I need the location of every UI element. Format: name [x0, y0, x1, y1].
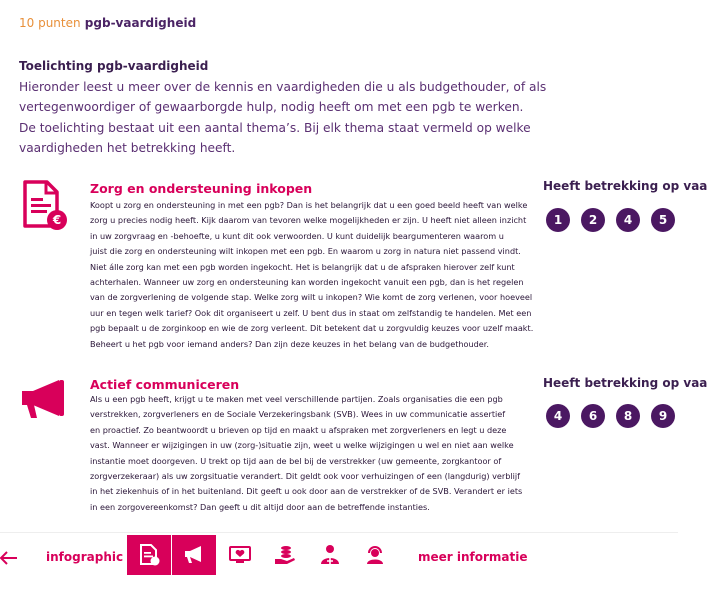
body-line: pgb bepaalt u de zorginkoop en wie de zorg verleent. Dit betekent dat u zorgvuldig keuzes voor uzelf maakt. [90, 323, 534, 334]
breadcrumb-points[interactable]: 10 punten [19, 16, 81, 30]
nav-button-finance[interactable] [263, 535, 307, 575]
headset-person-icon [363, 544, 387, 566]
coins-hand-icon [273, 544, 297, 566]
breadcrumb-title: pgb-vaardigheid [84, 16, 197, 30]
nav-button-monitor[interactable] [218, 535, 262, 575]
intro-title: Toelichting pgb-vaardigheid [19, 59, 209, 73]
breadcrumb [19, 16, 196, 30]
megaphone-icon [183, 545, 205, 565]
intro-body [19, 77, 547, 159]
skill-badge[interactable]: 8 [616, 404, 640, 428]
infographic-link[interactable]: infographic [46, 550, 124, 564]
skill-badge[interactable]: 1 [546, 208, 570, 232]
body-line: Niet álle zorg kan met een pgb worden ingekocht. Het is belangrijk dat u de afspraken hierover zelf kunt [90, 261, 515, 272]
skill-badge[interactable]: 9 [651, 404, 675, 428]
document-euro-icon [138, 544, 160, 566]
body-line: zorg u precies nodig heeft. Kijk daarom van tevoren welke mogelijkheden er zijn. U heeft niet alleen inzicht [90, 215, 527, 226]
related-title-communiceren: Heeft betrekking op vaa [543, 376, 707, 390]
nav-button-support[interactable] [353, 535, 397, 575]
related-badges-communiceren [546, 404, 675, 428]
body-line: in het ziekenhuis of in het buitenland. Dit geeft u ook door aan de verstrekker of de SVB. Verandert er iets [90, 486, 523, 497]
body-line: Beheert u het pgb voor iemand anders? Dan zijn deze keuzes in het belang van de budgethouder. [90, 338, 489, 349]
related-title-zorg: Heeft betrekking op vaa [543, 179, 707, 193]
body-line: vast. Wanneer er wijzigingen in uw (zorg-)situatie zijn, weet u welke wijzigingen u wel en niet aan welke [90, 440, 514, 451]
intro-line: vaardigheden het betrekking heeft. [19, 141, 236, 156]
nav-button-communiceren[interactable] [172, 535, 216, 575]
nav-button-zorg[interactable] [127, 535, 171, 575]
monitor-heart-icon [228, 545, 252, 565]
skill-badge[interactable]: 2 [581, 208, 605, 232]
skill-badge[interactable]: 6 [581, 404, 605, 428]
section-body-communiceren [90, 392, 522, 515]
body-line: van de zorgverlening de volgende stap. Welke zorg wilt u inkopen? Wie komt de zorg verlenen, voor hoeveel [90, 292, 533, 303]
body-line: instantie moet doorgeven. U trekt op tijd aan de bel bij de verstrekker (uw gemeente, zorgkantoor of [90, 455, 502, 466]
section-title-zorg: Zorg en ondersteuning inkopen [90, 181, 313, 196]
body-line: zorgverzekeraar) als uw zorgsituatie verandert. Dit geldt ook voor verhuizingen of een (langdurig) verblijf [90, 471, 521, 482]
related-badges-zorg [546, 208, 675, 232]
body-line: Als u een pgb heeft, krijgt u te maken met veel verschillende partijen. Zoals organisaties die een pgb [90, 394, 503, 404]
nav-button-person[interactable] [308, 535, 352, 575]
body-line: Koopt u zorg en ondersteuning in met een pgb? Dan is het belangrijk dat u een goed beeld heeft van welke [90, 200, 528, 210]
intro-line: Hieronder leest u meer over de kennis en vaardigheden die u als budgethouder, of als [19, 80, 547, 94]
section-title-communiceren: Actief communiceren [90, 377, 240, 392]
intro-line: vertegenwoordiger of gewaarborgde hulp, nodig heeft om met een pgb te werken. [19, 100, 524, 115]
skill-badge[interactable]: 4 [616, 208, 640, 232]
arrow-left-icon[interactable] [0, 546, 18, 570]
intro-line: De toelichting bestaat uit een aantal thema’s. Bij elk thema staat vermeld op welke [19, 120, 531, 135]
body-line: achterhalen. Wanneer uw zorg en ondersteuning kan worden ingekocht vanuit een pgb, dan is het regelen [90, 277, 524, 288]
skill-badge[interactable]: 4 [546, 404, 570, 428]
body-line: in een zorgovereenkomst? Dan geeft u dit altijd door aan de betreffende instanties. [90, 501, 430, 512]
more-info-link[interactable]: meer informatie [418, 550, 528, 564]
svg-text:€: € [52, 213, 62, 227]
body-line: verstrekken, zorgverleners en de Sociale Verzekeringsbank (SVB). Wees in uw communicatie assertief [90, 409, 506, 420]
body-line: in uw zorgvraag en -behoefte, u kunt dit ook verwoorden. U kunt duidelijk beargumenteren waarom u [90, 230, 504, 241]
body-line: juist die zorg en ondersteuning wilt inkopen met een pgb. En waarom u zorg in natura niet passend vindt. [90, 246, 521, 257]
section-body-zorg [90, 198, 534, 352]
document-euro-icon [19, 180, 69, 236]
body-line: en proactief. Zo beantwoordt u brieven op tijd en maakt u afspraken met zorgverleners en legt u deze [90, 424, 507, 435]
body-line: uur en tegen welk tarief? Ook dit organiseert u zelf. U bent dus in staat om zelfstandig te handelen. Met een [90, 307, 532, 318]
megaphone-icon [19, 378, 69, 426]
person-plus-icon [318, 544, 342, 566]
skill-badge[interactable]: 5 [651, 208, 675, 232]
